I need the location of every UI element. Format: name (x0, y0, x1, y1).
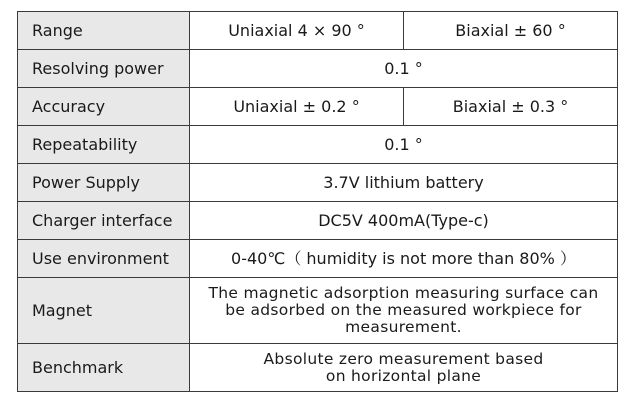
row-label-use-environment: Use environment (18, 240, 190, 278)
table-row (18, 12, 618, 50)
charger-interface-value: DC5V 400mA(Type-c) (190, 202, 618, 240)
row-label-power-supply: Power Supply (18, 164, 190, 202)
table-row (18, 202, 618, 240)
table-row (18, 88, 618, 126)
accuracy-uniaxial-value: Uniaxial ± 0.2 ° (190, 88, 404, 126)
range-uniaxial-value: Uniaxial 4 × 90 ° (190, 12, 404, 50)
accuracy-biaxial-value: Biaxial ± 0.3 ° (404, 88, 618, 126)
row-label-range: Range (18, 12, 190, 50)
spec-table (17, 11, 618, 392)
use-environment-value: 0-40℃（ humidity is not more than 80% ） (190, 240, 618, 278)
magnet-value: The magnetic adsorption measuring surface can be adsorbed on the measured workpiece for measurement. (190, 278, 618, 344)
power-supply-value: 3.7V lithium battery (190, 164, 618, 202)
resolving-power-value: 0.1 ° (190, 50, 618, 88)
row-label-resolving-power: Resolving power (18, 50, 190, 88)
row-label-charger-interface: Charger interface (18, 202, 190, 240)
row-label-benchmark: Benchmark (18, 344, 190, 392)
repeatability-value: 0.1 ° (190, 126, 618, 164)
row-label-repeatability: Repeatability (18, 126, 190, 164)
range-biaxial-value: Biaxial ± 60 ° (404, 12, 618, 50)
row-label-accuracy: Accuracy (18, 88, 190, 126)
benchmark-value: Absolute zero measurement based on horizontal plane (190, 344, 618, 392)
table-row (18, 164, 618, 202)
table-row (18, 240, 618, 278)
table-row (18, 344, 618, 392)
table-row (18, 126, 618, 164)
table-row (18, 278, 618, 344)
row-label-magnet: Magnet (18, 278, 190, 344)
table-row (18, 50, 618, 88)
